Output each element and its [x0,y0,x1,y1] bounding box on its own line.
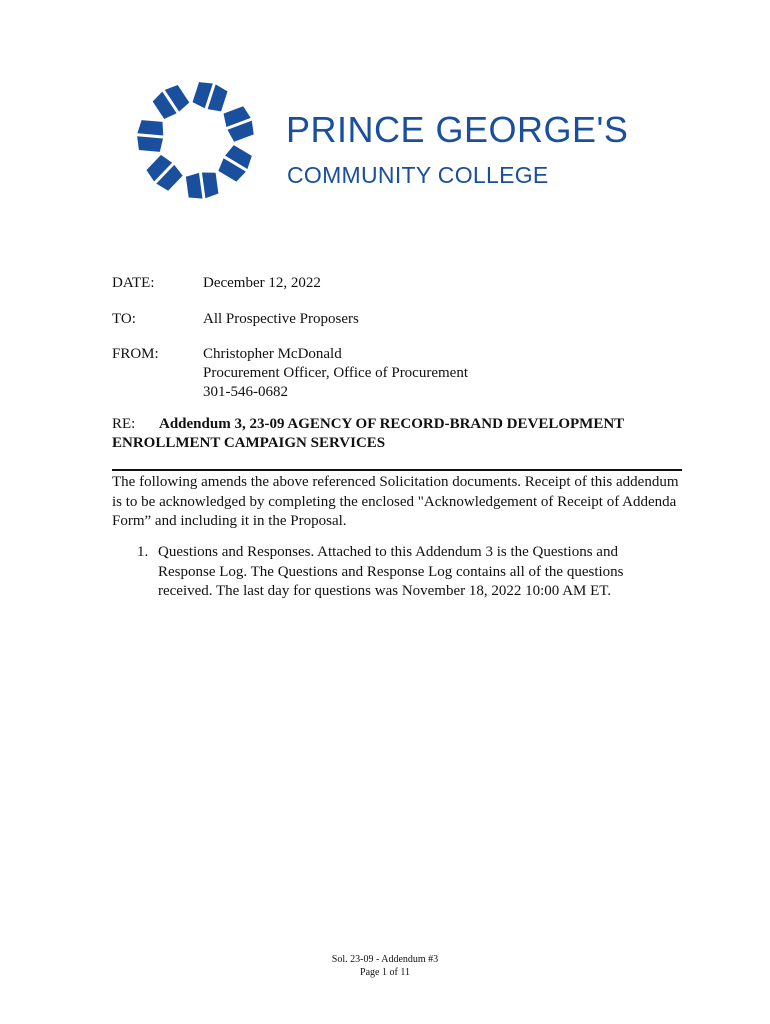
college-logo [126,70,656,210]
re-label: RE: [112,416,136,432]
footer-solicitation: Sol. 23-09 - Addendum #3 [331,954,439,965]
list-item [137,543,637,602]
intro-paragraph: The following amends the above referenced Solicitation documents. Receipt of this addendum is to be acknowledged by completing the enclosed "Acknowledgement of Receipt of Addenda Form” and including it in the Proposal. [112,474,679,529]
from-title: Procurement Officer, Office of Procurement [203,365,468,381]
header-divider [112,469,682,471]
open-books-ring-icon [126,70,266,210]
logo-college-subtitle: COMMUNITY COLLEGE [287,162,549,188]
date-label: DATE: [112,275,155,291]
footer-page-number: Page 1 of 11 [360,967,410,978]
from-name: Christopher McDonald [203,346,342,362]
date-value: December 12, 2022 [203,275,321,291]
logo-college-name: PRINCE GEORGE'S [286,109,629,150]
from-label: FROM: [112,346,159,362]
list-item-text: Questions and Responses. Attached to this Addendum 3 is the Questions and Response Log. The Questions and Response Log contains all of the questions received. The last day for questions was November 18, 2022 10:00 AM ET. [158,544,624,599]
addendum-items-list [137,543,637,602]
memo-subject [112,415,672,453]
to-value: All Prospective Proposers [203,311,359,327]
list-item-number: 1. [137,544,149,560]
re-subject: Addendum 3, 23-09 AGENCY OF RECORD-BRAND DEVELOPMENT ENROLLMENT CAMPAIGN SERVICES [112,416,624,451]
from-phone: 301-546-0682 [203,384,288,400]
to-label: TO: [112,311,136,327]
